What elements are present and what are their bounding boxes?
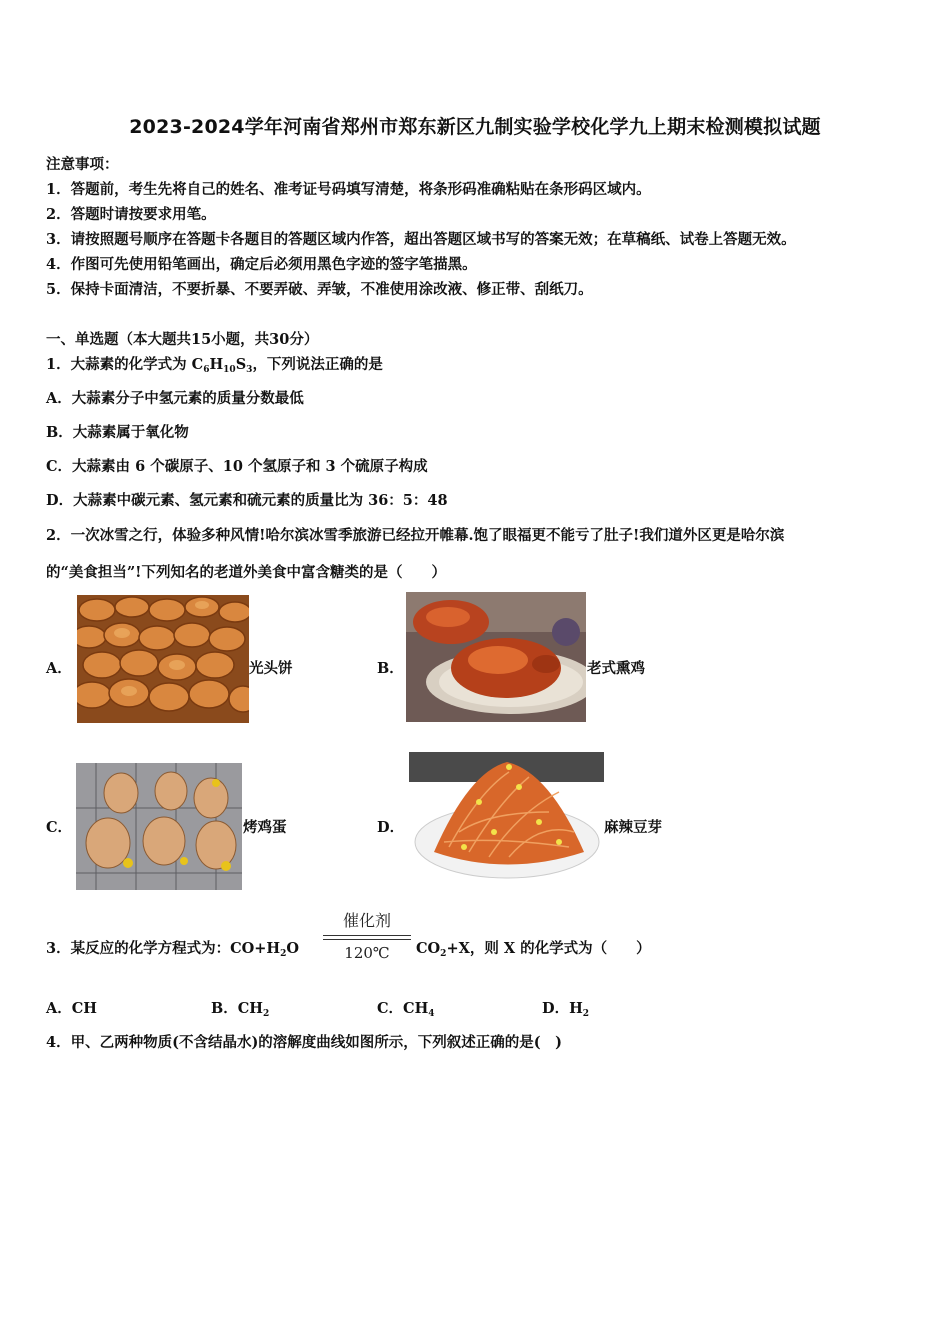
cookie-photo [77, 595, 249, 723]
arrow-line-top [323, 935, 411, 936]
question-2-option-c-letter: C． [46, 819, 73, 836]
question-3-option-c: C．$CH_4$ [377, 1000, 435, 1019]
question-4-stem: 4．甲、乙两种物质(不含结晶水)的溶解度曲线如图所示，下列叙述正确的是( ) [46, 1034, 563, 1051]
question-2-option-c-label: 烤鸡蛋 [243, 819, 287, 836]
smoked-chicken-photo [406, 592, 586, 722]
question-3-products: $CO_2+X$，则 X 的化学式为（ ） [416, 940, 651, 959]
question-1-option-a: A．大蒜素分子中氢元素的质量分数最低 [46, 390, 304, 407]
notice-item-4: 4．作图可先使用铅笔画出，确定后必须用黑色字迹的签字笔描黑。 [46, 256, 477, 273]
section-heading: 一、单选题（本大题共15小题，共30分） [46, 331, 319, 348]
spicy-bean-sprouts-photo [409, 752, 604, 884]
arrow-line-bottom [323, 939, 411, 940]
catalyst-label: 催化剂 [342, 911, 391, 930]
question-2-option-a-letter: A． [46, 660, 72, 677]
notice-heading: 注意事项： [46, 156, 119, 173]
question-2-option-b-label: 老式熏鸡 [587, 660, 645, 677]
question-1-stem: 1．大蒜素的化学式为 $C_6H_{10}S_3$，下列说法正确的是 [46, 356, 383, 375]
question-3-stem: 3．某反应的化学方程式为：$CO+H_2O$ [46, 940, 300, 959]
question-2-option-d-label: 麻辣豆芽 [604, 819, 662, 836]
notice-item-2: 2．答题时请按要求用笔。 [46, 206, 216, 223]
question-2-option-d-letter: D． [377, 819, 405, 836]
notice-item-3: 3．请按照题号顺序在答题卡各题目的答题区域内作答，超出答题区域书写的答案无效；在草稿纸、试卷上答题无效。 [46, 231, 796, 248]
question-1-option-c: C．大蒜素由 6 个碳原子、10 个氢原子和 3 个硫原子构成 [46, 458, 428, 475]
question-2-option-b-letter: B． [377, 660, 404, 677]
question-3-option-a: A．CH [46, 1000, 97, 1017]
question-2-stem-line-1: 2．一次冰雪之行，体验多种风情!哈尔滨冰雪季旅游已经拉开帷幕.饱了眼福更不能亏了肚子!我们道外区更是哈尔滨 [46, 527, 785, 544]
question-3-option-d: D．$H_2$ [542, 1000, 590, 1019]
question-1-option-d: D．大蒜素中碳元素、氢元素和硫元素的质量比为 36：5：48 [46, 492, 448, 509]
notice-item-5: 5．保持卡面清洁，不要折暴、不要弄破、弄皱，不准使用涂改液、修正带、刮纸刀。 [46, 281, 593, 298]
notice-item-1: 1．答题前，考生先将自己的姓名、准考证号码填写清楚，将条形码准确粘贴在条形码区域内。 [46, 181, 651, 198]
question-2-stem-line-2: 的“美食担当”!下列知名的老道外美食中富含糖类的是（ ） [46, 564, 447, 581]
roasted-eggs-photo [76, 763, 242, 890]
question-2-option-a-label: 光头饼 [249, 660, 293, 677]
temperature-label: 120℃ [344, 944, 390, 962]
question-3-option-b: B．$CH_2$ [211, 1000, 270, 1019]
reaction-condition-arrow [323, 908, 411, 966]
question-1-option-b: B．大蒜素属于氧化物 [46, 424, 189, 441]
page-title: 2023-2024学年河南省郑州市郑东新区九制实验学校化学九上期末检测模拟试题 [129, 116, 821, 138]
